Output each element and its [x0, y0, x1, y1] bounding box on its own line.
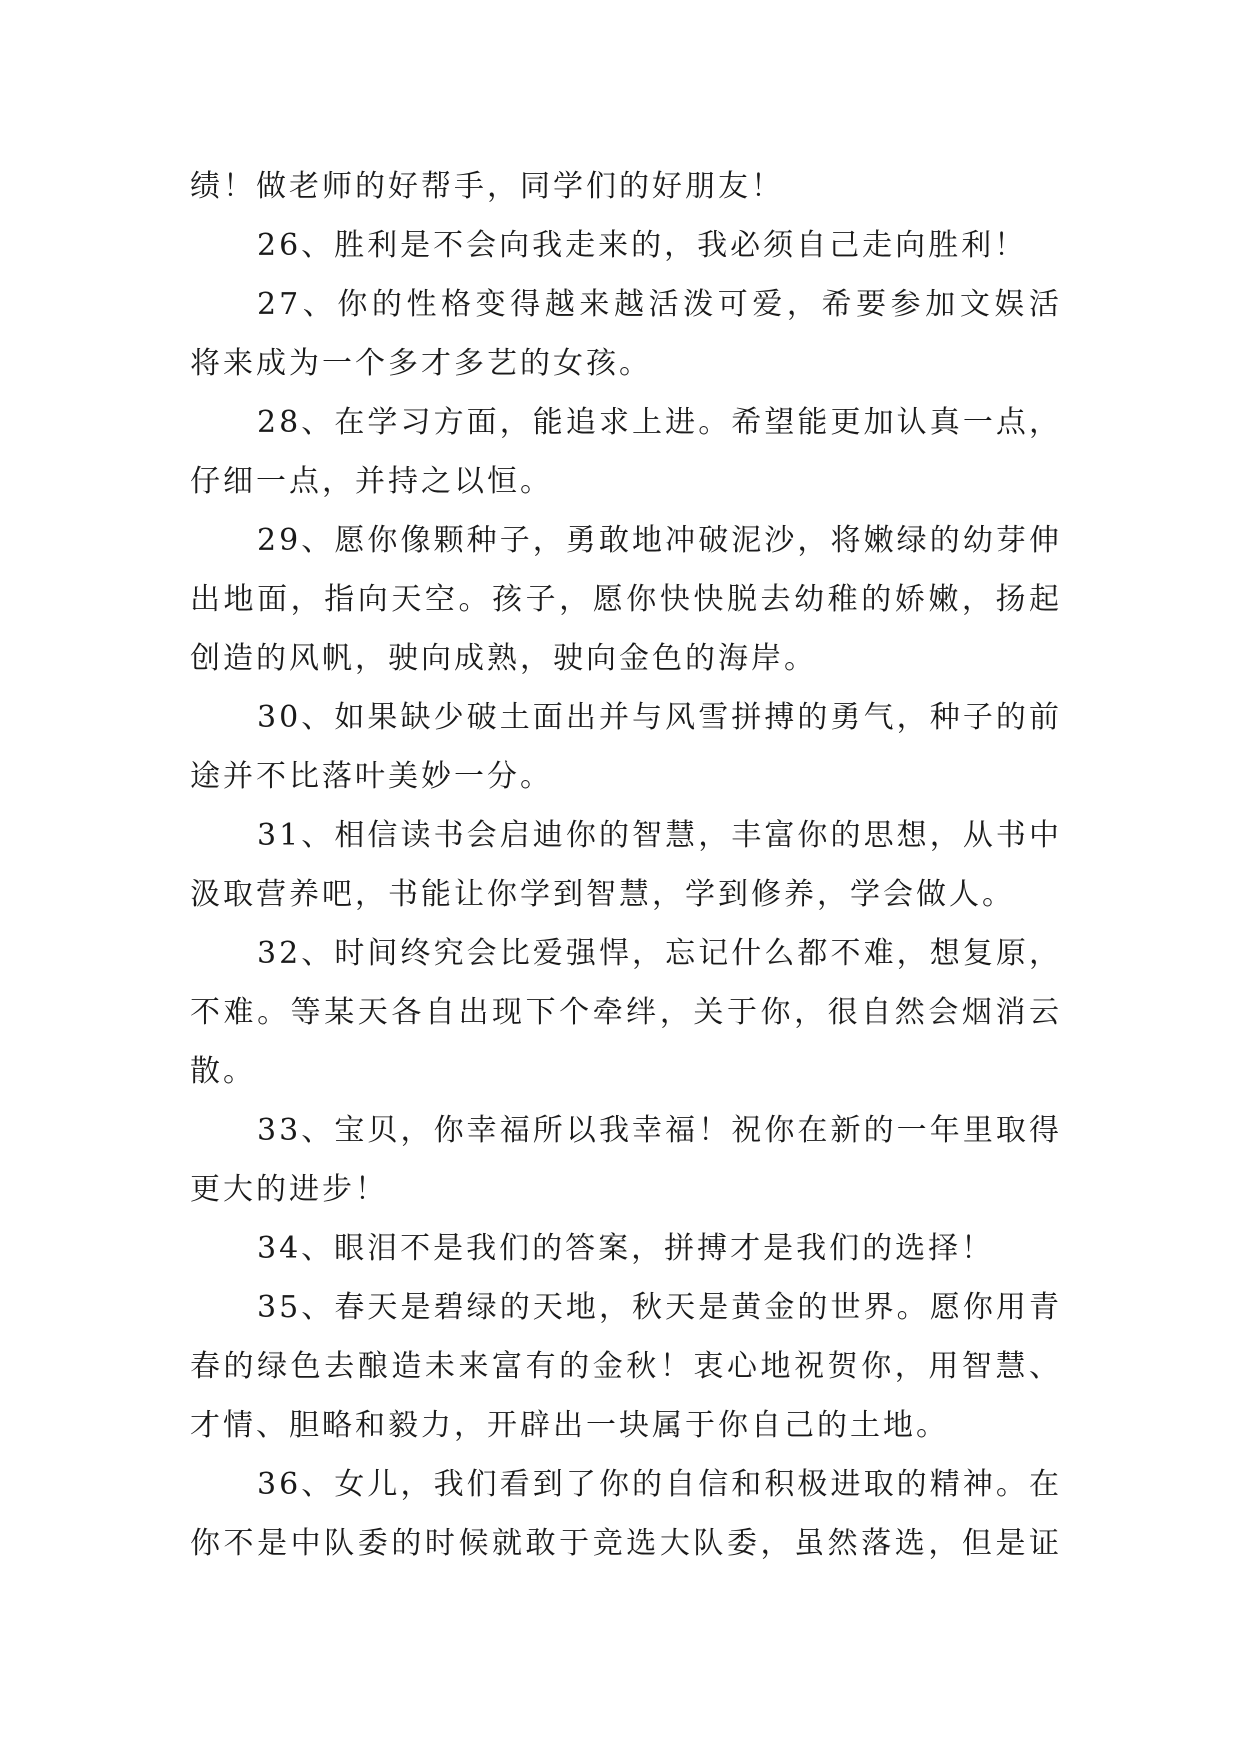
paragraph-29 — [190, 511, 1062, 688]
paragraph-30 — [190, 688, 1062, 806]
text-line: 汲取营养吧，书能让你学到智慧，学到修养，学会做人。 — [190, 877, 1015, 912]
text-line: 散。 — [190, 1054, 256, 1089]
paragraph-28 — [190, 393, 1062, 511]
paragraph-continued — [190, 157, 1062, 216]
text-line: 才情、胆略和毅力，开辟出一块属于你自己的土地。 — [190, 1408, 949, 1443]
text-line: 绩！做老师的好帮手，同学们的好朋友！ — [190, 169, 784, 204]
paragraph-35 — [190, 1278, 1062, 1455]
text-line: 你不是中队委的时候就敢于竞选大队委，虽然落选，但是证 — [190, 1526, 1062, 1561]
paragraph-33 — [190, 1101, 1062, 1219]
text-line: 春的绿色去酿造未来富有的金秋！衷心地祝贺你，用智慧、 — [190, 1349, 1062, 1384]
paragraph-31 — [190, 806, 1062, 924]
text-line: 34、眼泪不是我们的答案，拼搏才是我们的选择！ — [257, 1231, 995, 1266]
text-line: 31、相信读书会启迪你的智慧，丰富你的思想，从书中 — [257, 818, 1062, 853]
paragraph-34 — [190, 1219, 1062, 1278]
text-line: 出地面，指向天空。孩子，愿你快快脱去幼稚的娇嫩，扬起 — [190, 582, 1062, 617]
text-line: 不难。等某天各自出现下个牵绊，关于你，很自然会烟消云 — [190, 995, 1062, 1030]
paragraph-26 — [190, 216, 1062, 275]
text-line: 28、在学习方面，能追求上进。希望能更加认真一点， — [257, 405, 1062, 440]
text-line: 27、你的性格变得越来越活泼可爱，希要参加文娱活 — [257, 287, 1062, 322]
paragraph-32 — [190, 924, 1062, 1101]
text-line: 30、如果缺少破土面出并与风雪拼搏的勇气，种子的前 — [257, 700, 1062, 735]
text-line: 仔细一点，并持之以恒。 — [190, 464, 553, 499]
text-line: 26、胜利是不会向我走来的，我必须自己走向胜利！ — [257, 228, 1028, 263]
text-line: 将来成为一个多才多艺的女孩。 — [190, 346, 652, 381]
text-line: 33、宝贝，你幸福所以我幸福！祝你在新的一年里取得 — [257, 1113, 1062, 1148]
text-line: 36、女儿，我们看到了你的自信和积极进取的精神。在 — [257, 1467, 1062, 1502]
paragraph-27 — [190, 275, 1062, 393]
text-line: 创造的风帆，驶向成熟，驶向金色的海岸。 — [190, 641, 817, 676]
document-body — [190, 157, 1062, 1573]
text-line: 29、愿你像颗种子，勇敢地冲破泥沙，将嫩绿的幼芽伸 — [257, 523, 1062, 558]
text-line: 32、时间终究会比爱强悍，忘记什么都不难，想复原， — [257, 936, 1062, 971]
text-line: 35、春天是碧绿的天地，秋天是黄金的世界。愿你用青 — [257, 1290, 1062, 1325]
text-line: 途并不比落叶美妙一分。 — [190, 759, 553, 794]
text-line: 更大的进步！ — [190, 1172, 388, 1207]
paragraph-36 — [190, 1455, 1062, 1573]
